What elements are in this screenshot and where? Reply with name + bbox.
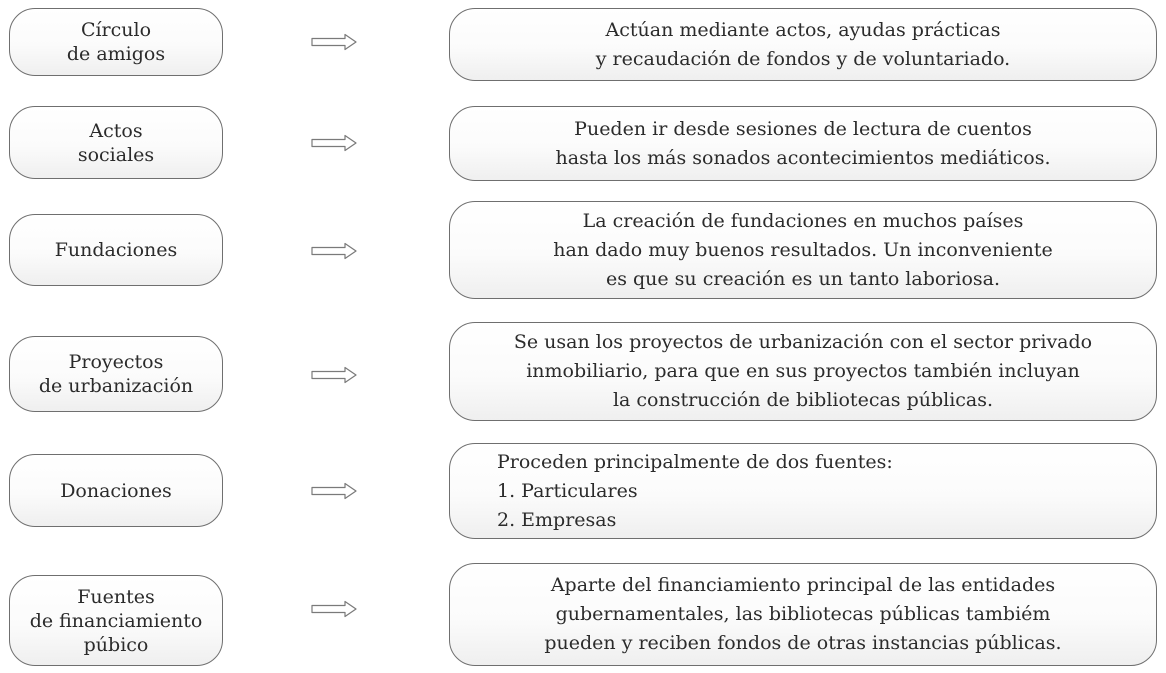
description-line: La creación de fundaciones en muchos países bbox=[582, 209, 1024, 232]
left-label-line: Proyectos bbox=[68, 351, 164, 373]
double-arrow-icon bbox=[311, 366, 357, 384]
description-line: Pueden ir desde sesiones de lectura de cuentos bbox=[574, 117, 1032, 140]
right-box-fuentes-de-financiamiento bbox=[449, 563, 1157, 666]
left-label-line: Fundaciones bbox=[54, 239, 178, 261]
left-label-line: de urbanización bbox=[38, 375, 194, 397]
description-line: es que su creación es un tanto laboriosa. bbox=[605, 267, 1001, 290]
double-arrow-icon bbox=[311, 600, 357, 618]
description-line: han dado muy buenos resultados. Un inconveniente bbox=[553, 238, 1053, 261]
description-line: hasta los más sonados acontecimientos mediáticos. bbox=[555, 146, 1051, 169]
description-line: gubernamentales, las bibliotecas públicas tambiém bbox=[555, 603, 1051, 625]
left-label-line: de financiamiento bbox=[29, 609, 203, 632]
description-line: la construcción de bibliotecas públicas. bbox=[612, 389, 994, 411]
left-label-line: Donaciones bbox=[60, 479, 172, 502]
double-arrow-icon bbox=[311, 242, 357, 260]
description-line: Proceden principalmente de dos fuentes: bbox=[497, 450, 893, 473]
description-line: pueden y reciben fondos de otras instancias públicas. bbox=[544, 632, 1062, 654]
list-item-empresas: 2. Empresas bbox=[497, 508, 617, 531]
left-label-line: Actos bbox=[89, 119, 143, 142]
description-line: y recaudación de fondos y de voluntariado. bbox=[595, 47, 1011, 70]
left-label-line: de amigos bbox=[66, 43, 166, 65]
left-label-line: Círculo bbox=[80, 19, 152, 41]
left-label-line: Fuentes bbox=[77, 585, 155, 608]
left-box-circulo-de-amigos bbox=[9, 8, 223, 76]
list-item-particulares: 1. Particulares bbox=[497, 479, 638, 502]
right-box-fundaciones bbox=[449, 201, 1157, 299]
left-box-fundaciones bbox=[9, 214, 223, 286]
double-arrow-icon bbox=[311, 134, 357, 152]
right-box-donaciones bbox=[449, 443, 1157, 539]
right-box-circulo-de-amigos bbox=[449, 8, 1157, 81]
left-box-donaciones bbox=[9, 454, 223, 527]
left-label-line: púbico bbox=[83, 633, 149, 656]
left-box-proyectos-de-urbanizacion bbox=[9, 336, 223, 412]
double-arrow-icon bbox=[311, 482, 357, 500]
description-line: Actúan mediante actos, ayudas prácticas bbox=[605, 18, 1001, 41]
right-box-proyectos-de-urbanizacion bbox=[449, 322, 1157, 421]
description-line: Aparte del financiamiento principal de las entidades bbox=[550, 574, 1056, 596]
left-box-fuentes-de-financiamiento bbox=[9, 575, 223, 666]
left-label-line: sociales bbox=[77, 143, 155, 166]
right-box-actos-sociales bbox=[449, 106, 1157, 181]
description-line: inmobiliario, para que en sus proyectos también incluyan bbox=[526, 360, 1080, 382]
double-arrow-icon bbox=[311, 33, 357, 51]
left-box-actos-sociales bbox=[9, 106, 223, 179]
description-line: Se usan los proyectos de urbanización con el sector privado bbox=[513, 331, 1093, 353]
